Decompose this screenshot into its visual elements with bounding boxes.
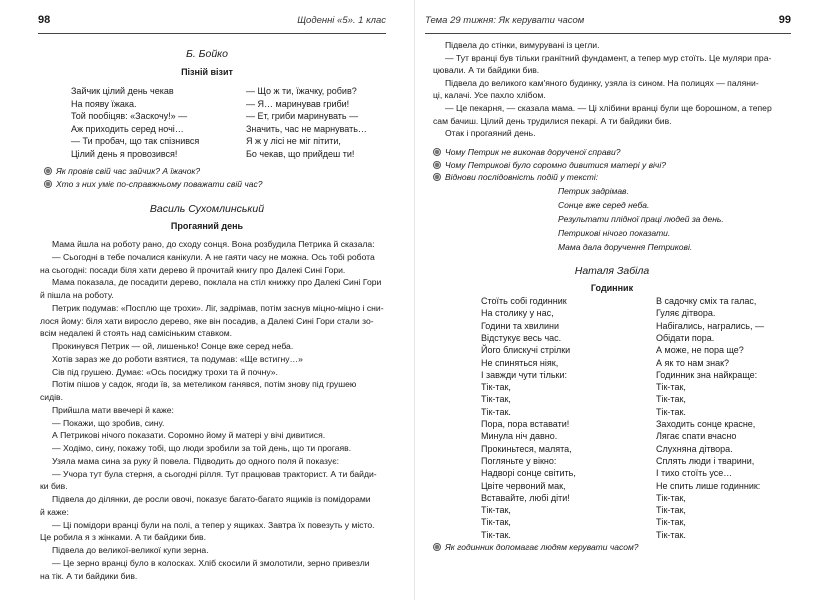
question-icon [433,148,441,156]
story-line: сидів. [40,392,63,402]
story-line: Мама йшла на роботу рано, до сходу сонця. Вона розбудила Петрика й сказала: [52,239,375,249]
running-head: Щоденні «5». 1 клас [297,15,386,26]
poem-line: Я ж у лісі не міг пітити, [246,136,341,147]
poem-line: Тік-так, [656,382,686,393]
poem-line: Той пообіцяв: «Заскочу!» — [71,111,188,122]
story-line: — Ходімо, сину, покажу тобі, що люди зробили за той день, що ти прогаяв. [52,443,352,453]
story-line: — Це пекарня, — сказала мама. — Ці хлібини вранці були ще борошном, а тепер [445,103,772,113]
question-text: Хто з них уміє по-справжньому поважати свій час? [56,179,263,189]
poem-line: Тік-так, [656,492,686,503]
question-icon [44,180,52,188]
poem-line: Не спить лише годинник: [656,480,761,491]
poem-line: Години та хвилини [481,320,559,331]
left-page [0,0,414,600]
story-line: Підвела до ділянки, де росли овочі, показує багато-багато ящиків із помідорами [52,494,371,504]
poem-line: В садочку сміх та галас, [656,296,757,306]
story-line: Сів під грушею. Думає: «Ось посиджу трохи та й почну». [52,366,278,377]
story-line: лося йому: біля хати виросло дерево, яке він посадив, а Далекі Сині Гори стали зо- [40,315,374,326]
story-line: Це робила я з жінками. А ти байдики бив. [40,532,206,543]
page-number: 98 [38,14,51,26]
poem-line: Обідати пора. [656,332,715,343]
poem-line: Аж приходить серед ночі… [71,123,184,134]
story-line: А Петрикові нічого показати. Соромно йому й матері у вічі дивитися. [52,430,326,441]
poem-line: Минула ніч давно. [481,431,558,442]
left-page-header [38,14,386,30]
question-icon [433,173,441,181]
poem-line: Гуляє дітвора. [656,308,716,319]
story-line: й пішла на роботу. [40,290,114,300]
poem-line: Тік-так, [656,394,686,405]
question-icon [44,167,52,175]
story-line: Хотів зараз же до роботи взятися, та подумав: «Ще встигну…» [52,353,303,364]
story-line: ці, калачі. Усе пахло хлібом. [433,90,546,101]
poem-line: І тихо стоїть усе… [656,468,733,479]
poem-line: Тік-так, [656,517,686,528]
sequence-item: Результати плідної праці людей за день. [558,214,724,224]
story-line: — Учора тут була стерня, а сьогодні рілля. Тут працював тракторист. А ти байди- [52,468,377,479]
story-line: всім недалекі й стоять над самісіньким ставком. [40,328,233,339]
poem-line: Цвіте червоний мак, [481,480,566,491]
story-line: Підвела до стінки, вимурувані із цегли. [445,40,600,50]
running-head: Тема 29 тижня: Як керувати часом [425,15,585,26]
poem-line: Тік-так, [481,505,511,516]
story-line: Підвела до великого кам'яного будинку, узяла із сином. На полицях — паляни- [445,77,759,88]
question-icon [433,543,441,551]
poem-line: Тік-так. [481,529,511,540]
poem-line: Тік-так, [481,382,511,393]
poem-line: Надворі сонце світить, [481,468,576,479]
poem-line: Значить, час не марнувать… [246,123,367,134]
poem-line: Цілий день я провозився! [71,149,178,159]
question-text: Віднови послідовність подій у тексті: [445,172,599,183]
poem-line: Погляньте у вікно: [481,455,557,466]
poem-line: Слухняна дітвора. [656,443,733,454]
story-line: — Покажи, що зробив, сину. [52,417,165,428]
story-line: Підвела до великої-великої купи зерна. [52,545,209,555]
story-line: Отак і прогаяний день. [445,128,536,139]
story-line: цювали. А ти байдики бив. [433,65,540,76]
question-item [433,172,598,183]
poem-line: На появу їжака. [71,98,137,109]
story-title: Прогаяний день [170,221,244,231]
poem-author: Б. Бойко [186,48,228,60]
poem-line: Тік-так, [481,394,511,405]
header-rule [425,33,791,34]
question-item [433,160,666,171]
sequence-item: Мама дала доручення Петрикові. [558,242,693,252]
page-number: 99 [778,14,791,26]
poem-line: І завжди чути тільки: [481,369,567,380]
poem-line: Відстукує весь час. [481,332,562,343]
poem-line: Тік-так, [656,505,686,516]
poem-line: Не спиняться ніяк, [481,357,559,368]
poem-line: А може, не пора ще? [656,345,744,356]
sequence-item: Сонце вже серед неба. [558,200,650,210]
poem-line: Прокиньтеся, малята, [481,443,572,454]
question-text: Як годинник допомагає людям керувати часом? [445,542,639,552]
poem-line: Сплять люди і тварини, [656,455,755,466]
question-text: Чому Петрикові було соромно дивитися матері у вічі? [445,159,666,170]
story-line: ки бив. [40,481,68,492]
poem-line: — Ти пробач, що так спізнився [71,136,200,147]
question-item [433,147,620,158]
question-item [44,166,200,177]
poem-line: Його блискучі стрілки [481,345,571,356]
story-line: Прийшла мати ввечері й каже: [52,404,174,415]
story-line: — Це зерно вранці було в колосках. Хліб скосили й змолотили, зерно привезли [52,557,370,568]
poem-author: Наталя Забіла [574,265,650,277]
poem-line: На столику у нас, [481,308,554,319]
poem-line: Тік-так. [656,529,686,540]
poem-line: Тік-так. [656,406,686,417]
poem-line: Годинник зна найкраще: [656,369,758,380]
poem-title: Годинник [590,283,634,293]
poem-line: Тік-так, [481,517,511,528]
story-line: — Ці помідори вранці були на полі, а тепер у ящиках. Завтра їх повезуть у місто. [52,519,375,530]
poem-line: Зайчик цілий день чекав [71,86,174,96]
story-line: Узяла мама сина за руку й повела. Підводить до одного поля й показує: [52,455,339,466]
sequence-item: Петрик задрімав. [558,186,629,196]
story-line: Потім пішов у садок, ягоди їв, за метеликом ганявся, потім знову під грушею [52,379,357,390]
poem-line: — Я… маринував гриби! [246,98,350,109]
poem-line: Лягає спати вчасно [656,431,737,442]
poem-title: Пізній візит [181,67,233,77]
story-line: Петрик подумав: «Посплю ще трохи». Ліг, задрімав, потім заснув міцно-міцно і сни- [52,302,384,313]
story-line: Мама показала, де посадити дерево, поклала на стіл книжку про Далекі Сині Гори [52,277,382,288]
poem-line: — Ет, гриби маринувать — [246,111,359,122]
story-line: сам бачиш. Цілий день трудилися пекарі. А ти байдики бив. [433,115,672,126]
poem-line: Вставайте, любі діти! [481,492,570,503]
story-line: Прокинувся Петрик — ой, лишенько! Сонце вже серед неба. [52,341,294,351]
story-line: — Тут вранці був тільки гранітний фундамент, а тепер мур стоїть. Це муляри пра- [445,52,772,63]
story-line: — Сьогодні в тебе почалися канікули. А не гаяти часу не можна. Ось тобі робота [52,251,375,262]
question-text: Чому Петрик не виконав дорученої справи? [445,147,621,157]
poem-line: Пора, пора вставати! [481,419,570,429]
story-line: на тік. А ти байдики бив. [40,570,138,581]
question-text: Як провів свій час зайчик? А їжачок? [56,166,201,176]
poem-line: Заходить сонце красне, [656,419,756,429]
poem-line: Стоїть собі годинник [481,296,567,306]
right-page [415,0,829,600]
question-item [44,179,262,190]
poem-line: Бо чекав, що прийдеш ти! [246,149,355,159]
right-page-header [425,14,791,30]
poem-line: А як то нам знак? [656,357,730,368]
poem-line: Тік-так. [481,406,511,417]
story-line: й каже: [40,506,69,517]
sequence-item: Петрикові нічого показати. [558,228,671,238]
story-author: Василь Сухомлинський [149,203,265,215]
poem-line: — Що ж ти, їжачку, робив? [246,86,357,96]
header-rule [38,33,386,34]
story-line: на сьогодні: посади біля хати дерево й прочитай книгу про Далекі Сині Гори. [40,264,346,275]
question-item [433,542,639,553]
question-icon [433,161,441,169]
poem-line: Набігались, награлись, — [656,320,764,331]
